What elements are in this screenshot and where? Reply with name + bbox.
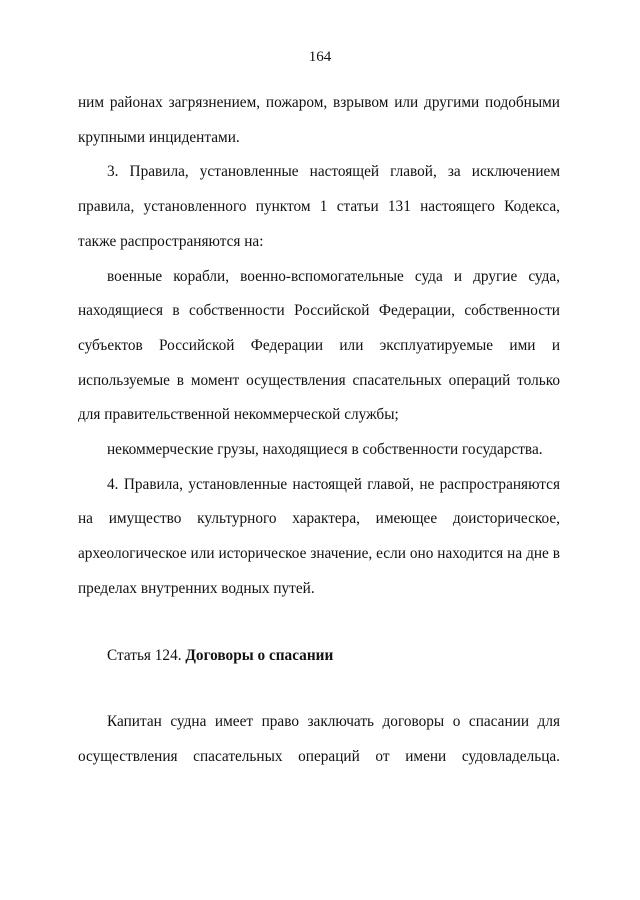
- paragraph-military-ships: военные корабли, военно-вспомогательные суда и другие суда, находящиеся в собственности Российской Федерации, собственности субъектов Российской Федерации или эксплуатируемые ими и используемые в момент осуществления спасательных операций только для правительственной некоммерческой службы;: [78, 267, 560, 424]
- article-title: Договоры о спасании: [185, 646, 334, 664]
- page-number: 164: [308, 49, 332, 65]
- paragraph-noncommercial-cargo: некоммерческие грузы, находящиеся в собственности государства.: [107, 441, 543, 459]
- article-paragraph: Капитан судна имеет право заключать договоры о спасании для осуществления спасательных операций от имени судовладельца.: [78, 713, 560, 765]
- document-body: [78, 86, 560, 775]
- article-heading: [78, 639, 560, 674]
- paragraph-item-3: 3. Правила, установленные настоящей главой, за исключением правила, установленного пунктом 1 статьи 131 настоящего Кодекса, также распространяются на:: [78, 163, 560, 250]
- article-label: Статья 124.: [107, 646, 182, 664]
- paragraph-continuation: ним районах загрязнением, пожаром, взрывом или другими подобными крупными инцидентами.: [78, 94, 560, 146]
- paragraph-item-4: 4. Правила, установленные настоящей главой, не распространяются на имущество культурного характера, имеющее доисторическое, археологическое или историческое значение, если оно находится на дне в пределах внутренних водных путей.: [78, 475, 560, 597]
